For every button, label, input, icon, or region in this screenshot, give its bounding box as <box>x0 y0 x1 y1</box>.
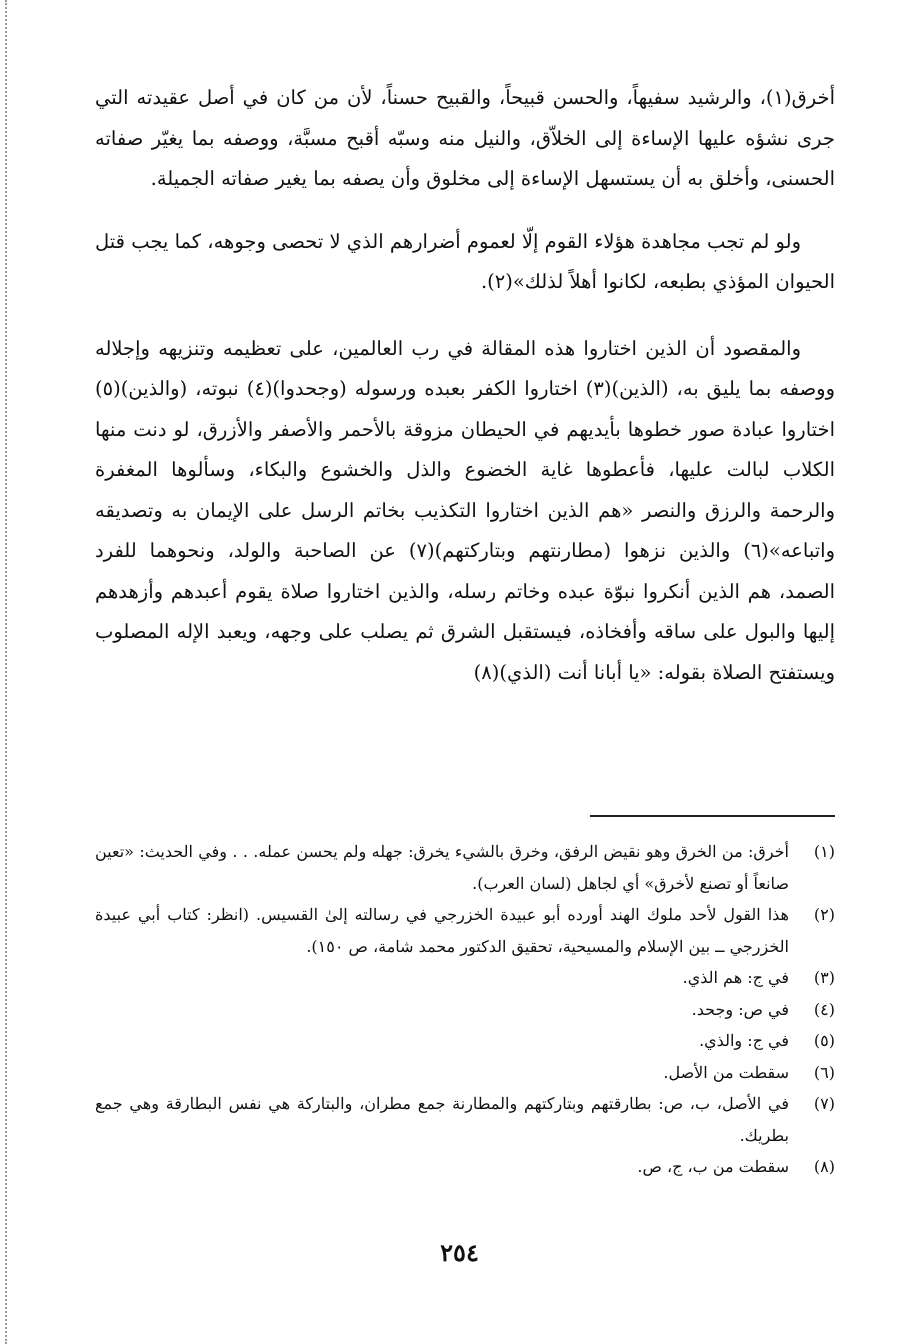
body-paragraph-3: والمقصود أن الذين اختاروا هذه المقالة في رب العالمين، على تعظيمه وتنزيهه وإجلاله ووصفه بما يليق به، (الذين)(٣) اختاروا الكفر بعبده ورسوله (وجحدوا)(٤) نبوته، (والذين)(٥) اختاروا عبادة صور خطوها بأيديهم في الحيطان مزوقة بالأحمر والأصفر والأزرق، لو دنت منها الكلاب لبالت عليها، فأعطوها غاية الخضوع والذل والخشوع والبكاء، وسألوها المغفرة والرحمة والرزق والنصر «هم الذين اختاروا التكذيب بخاتم الرسل على الإيمان به وتصديقه واتباعه»(٦) والذين نزهوا (مطارنتهم وبتاركتهم)(٧) عن الصاحبة والولد، ونحوهما للفرد الصمد، هم الذين أنكروا نبوّة عبده وخاتم رسله، والذين اختاروا صلاة يقوم أعبدهم وأزهدهم إليها والبول على ساقه وأفخاذه، فيستقبل الشرق ثم يصلب على وجهه، ويعبد الإله المصلوب ويستفتح الصلاة بقوله: «يا أبانا أنت (الذي)(٨) <box>95 336 836 684</box>
footnote-item <box>95 899 835 962</box>
footnote-number: (٥) <box>813 1031 835 1050</box>
footnote-item <box>95 1151 835 1183</box>
footnote-item <box>95 1057 835 1089</box>
footnote-text: سقطت من الأصل. <box>663 1062 789 1082</box>
footnote-item <box>95 962 835 994</box>
body-paragraph-1: أخرق(١)، والرشيد سفيهاً، والحسن قبيحاً، والقبيح حسناً، لأن من كان في أصل عقيدته التي جرى نشؤه عليها الإساءة إلى الخلاّق، والنيل منه وسبّه أقبح مسبَّة، ووصفه بما يغيّر صفاته الحسنى، وأخلق به أن يستسهل الإساءة إلى مخلوق وأن يصفه بما يغير صفاته الجميلة. <box>95 86 835 190</box>
page-body <box>95 78 835 693</box>
footnote-text: في الأصل، ب، ص: بطارقتهم وبتاركتهم والمطارنة جمع مطران، والبتاركة هي نفس البطارقة وهي جمع بطريك. <box>95 1094 789 1145</box>
footnote-number: (٦) <box>813 1062 835 1082</box>
footnote-item <box>95 994 835 1026</box>
footnote-text: في ج: هم الذي. <box>682 968 789 987</box>
page-number: ٢٥٤ <box>440 1238 479 1267</box>
footnote-number: (١) <box>813 842 835 861</box>
footnote-number: (٨) <box>813 1157 835 1176</box>
footnote-text: في ج: والذي. <box>699 1031 789 1050</box>
footnote-item <box>95 1025 835 1057</box>
footnote-number: (٢) <box>813 905 835 924</box>
footnote-number: (٣) <box>813 968 835 987</box>
body-paragraph-2: ولو لم تجب مجاهدة هؤلاء القوم إلّا لعموم أضرارهم الذي لا تحصى وجوهه، كما يجب قتل الحيوان المؤذي بطبعه، لكانوا أهلاً لذلك»(٢). <box>95 229 835 293</box>
footnote-text: في ص: وجحد. <box>691 999 789 1019</box>
footnote-item <box>95 836 835 899</box>
footnote-text: هذا القول لأحد ملوك الهند أورده أبو عبيدة الخزرجي في رسالته إلىٰ القسيس. (انظر: كتاب أبي عبيدة الخزرجي ــ بين الإسلام والمسيحية، تحقيق الدكتور محمد شامة، ص ١٥٠). <box>95 905 789 956</box>
footnote-separator <box>590 815 835 817</box>
binding-margin-rule <box>5 0 7 1344</box>
footnote-number: (٤) <box>813 999 835 1019</box>
footnote-number: (٧) <box>813 1094 835 1113</box>
footnote-item <box>95 1088 835 1151</box>
footnote-text: أخرق: من الخرق وهو نقيض الرفق، وخرق بالشيء يخرق: جهله ولم يحسن عمله. . . وفي الحديث: «تعين صانعاً أو تصنع لأخرق» أي لجاهل (لسان العرب). <box>95 842 789 893</box>
footnote-text: سقطت من ب، ج، ص. <box>637 1157 789 1176</box>
footnotes-list <box>95 836 835 1183</box>
